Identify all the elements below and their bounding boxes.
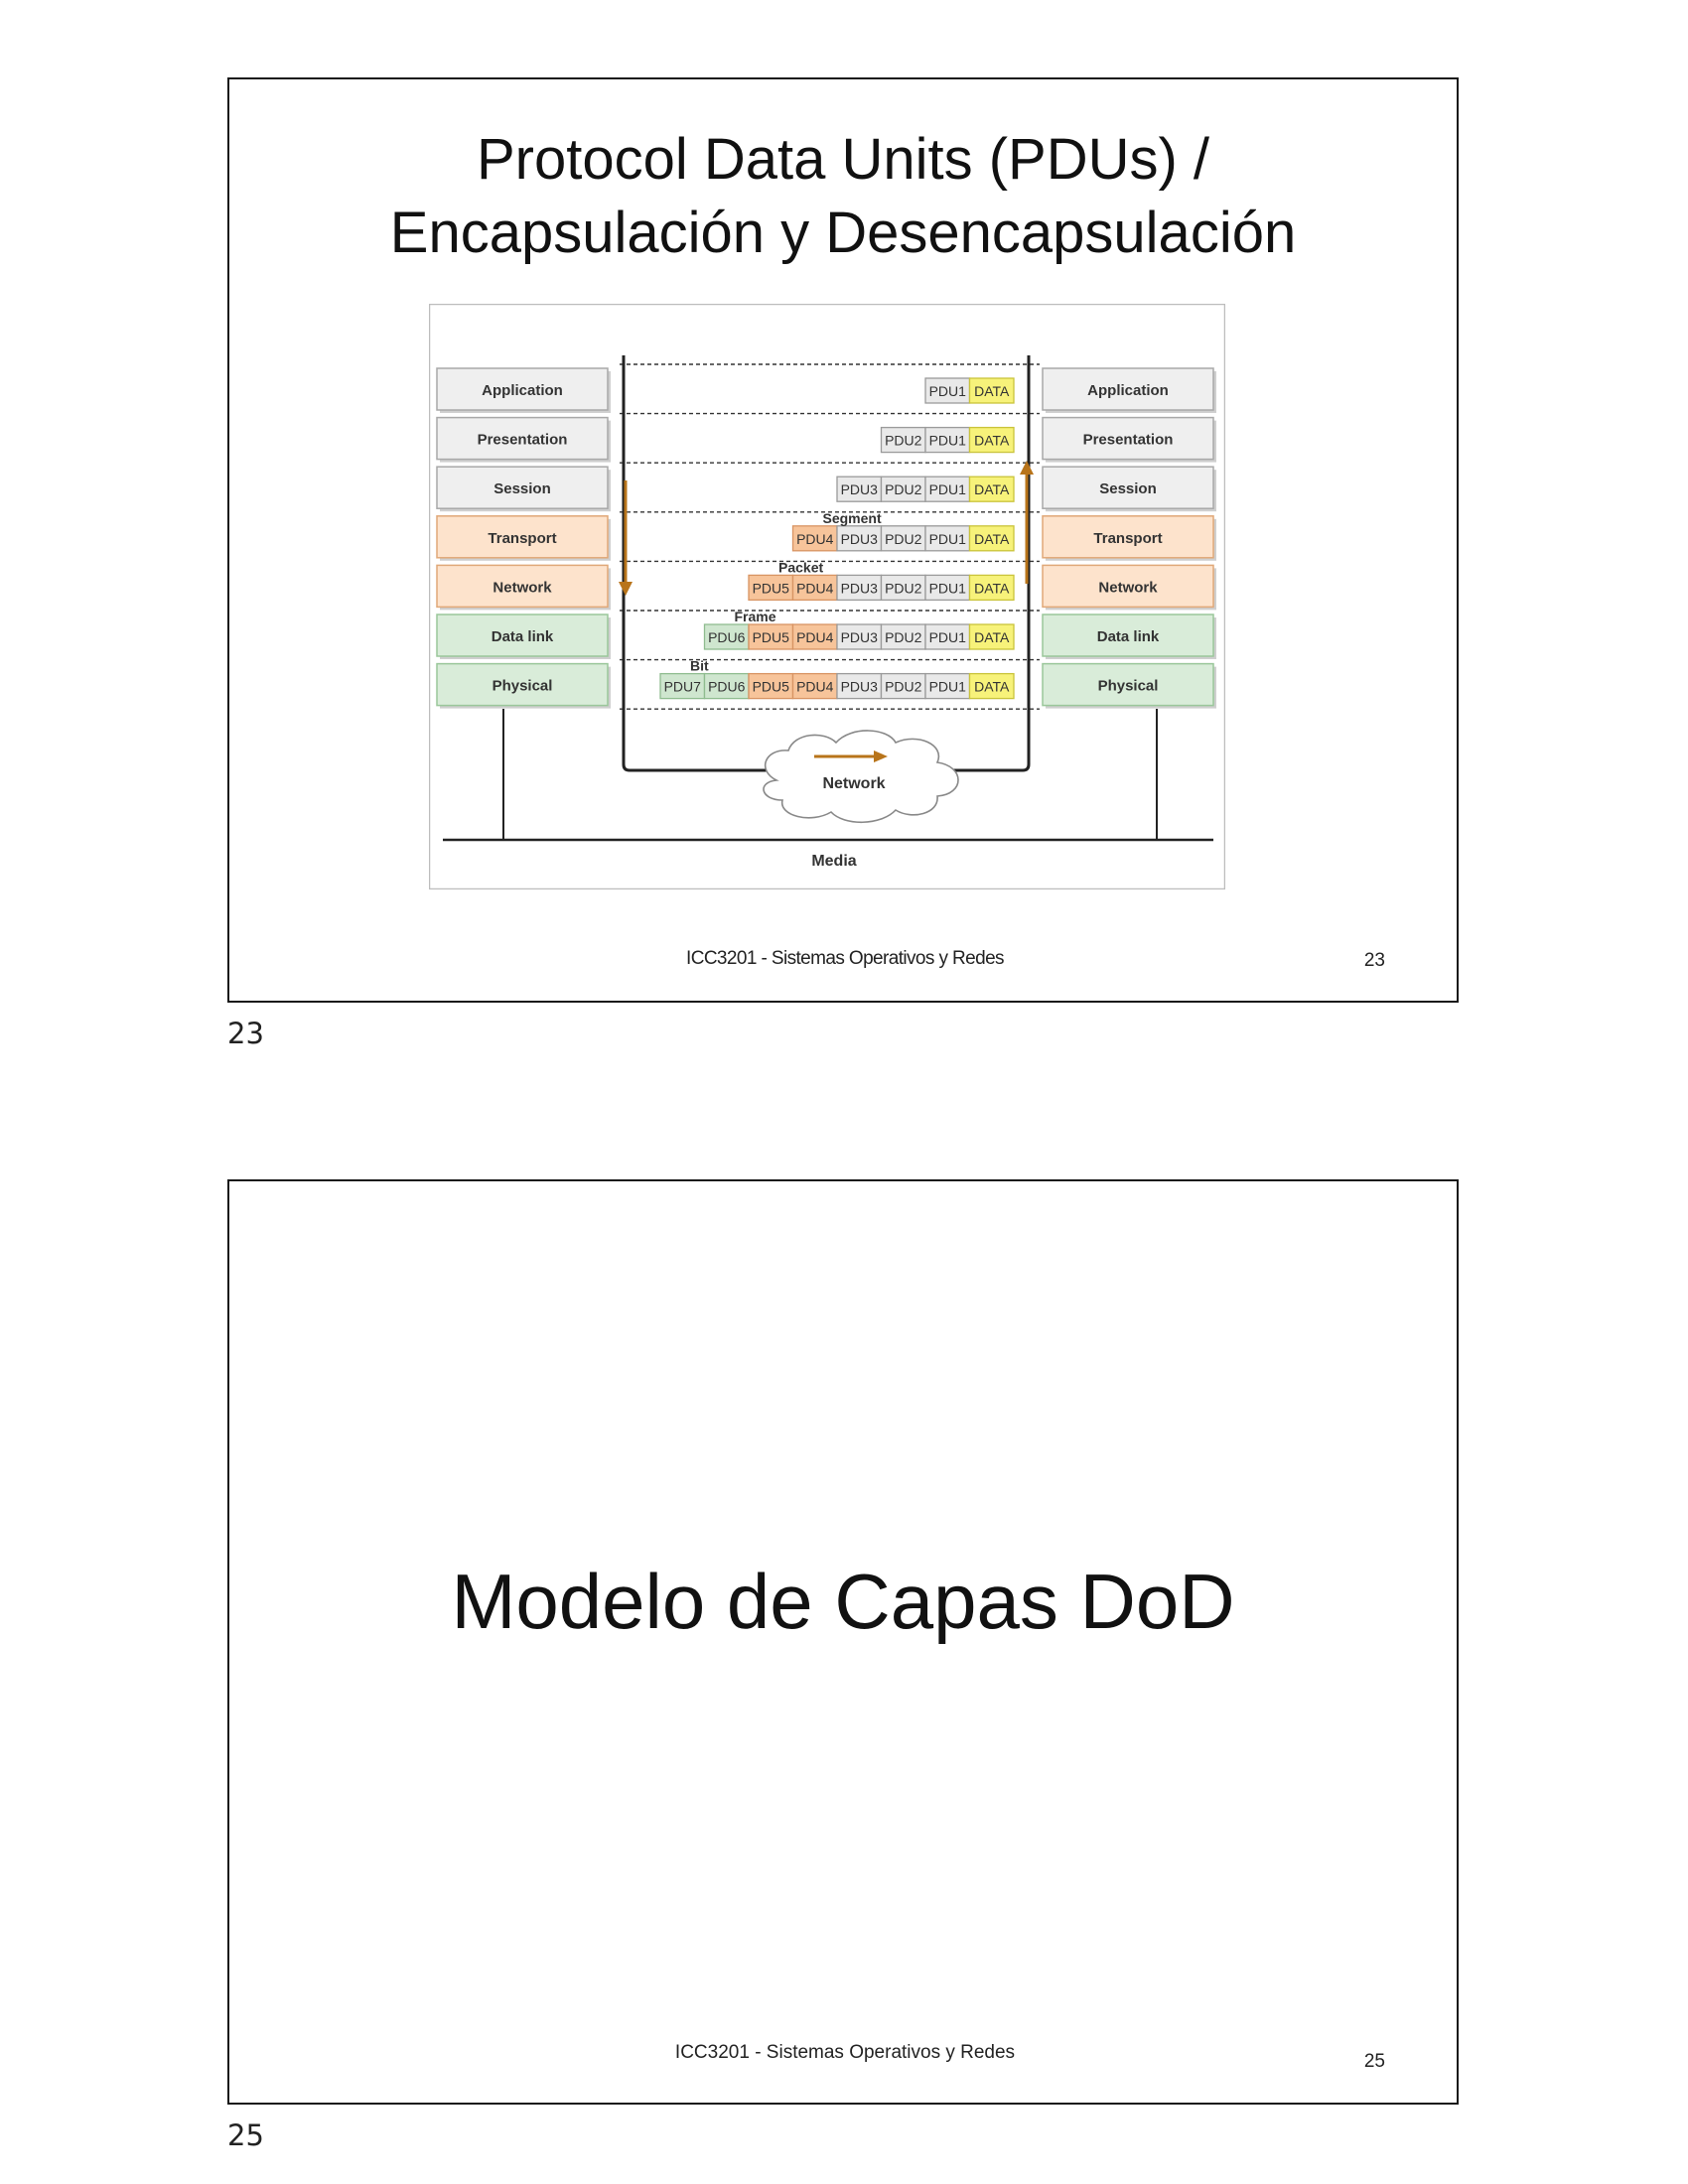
pdu-cell-label: PDU2 bbox=[885, 629, 922, 645]
pdu-cell-label: DATA bbox=[974, 530, 1010, 547]
pdu-cell-label: PDU1 bbox=[928, 432, 966, 449]
pdu-cell-label: PDU2 bbox=[885, 580, 922, 597]
pdu-cell-label: PDU3 bbox=[840, 678, 878, 695]
pdu-row-name: Packet bbox=[778, 559, 824, 576]
pdu-cell-label: DATA bbox=[974, 580, 1010, 597]
slide-title-line-2: Encapsulación y Desencapsulación bbox=[389, 201, 1297, 265]
pdu-cell-label: PDU4 bbox=[796, 530, 834, 547]
layer-label-left: Application bbox=[482, 382, 563, 399]
pdu-cell-label: PDU2 bbox=[885, 481, 922, 498]
media-label: Media bbox=[811, 853, 857, 870]
slide-title: Modelo de Capas DoD bbox=[451, 1558, 1235, 1645]
slide-footer: ICC3201 - Sistemas Operativos y Redes bbox=[686, 948, 1004, 969]
layer-label-right: Presentation bbox=[1082, 431, 1174, 449]
slide-23 bbox=[227, 77, 1459, 1003]
layer-label-left: Physical bbox=[492, 677, 553, 695]
slide-title-line-1: Protocol Data Units (PDUs) / bbox=[476, 127, 1210, 192]
pdu-row-name: Frame bbox=[734, 609, 776, 624]
pdu-row-name: Bit bbox=[690, 657, 709, 674]
network-label: Network bbox=[822, 775, 886, 792]
pdu-cell-label: DATA bbox=[974, 432, 1010, 449]
layer-label-right: Physical bbox=[1097, 677, 1159, 695]
pdu-row-name: Segment bbox=[822, 509, 882, 526]
layer-label-right: Transport bbox=[1093, 529, 1163, 547]
pdu-encapsulation-diagram bbox=[429, 304, 1225, 889]
layer-label-left: Network bbox=[492, 579, 552, 597]
slide-footer: ICC3201 - Sistemas Operativos y Redes bbox=[674, 2042, 1016, 2063]
pdu-cell-label: PDU1 bbox=[928, 481, 966, 498]
layer-label-right: Application bbox=[1087, 382, 1169, 399]
layer-label-left: Transport bbox=[488, 529, 557, 547]
pdu-cell-label: PDU2 bbox=[885, 678, 922, 695]
pdu-cell-label: DATA bbox=[974, 383, 1010, 399]
pdu-cell-label: PDU6 bbox=[708, 678, 746, 695]
pdu-cell-label: PDU5 bbox=[752, 629, 789, 645]
pdu-cell-label: PDU4 bbox=[796, 629, 834, 645]
layer-label-right: Session bbox=[1099, 480, 1157, 498]
slide-number: 23 bbox=[1363, 950, 1385, 971]
pdu-cell-label: PDU4 bbox=[796, 678, 834, 695]
pdu-cell-label: PDU1 bbox=[928, 580, 966, 597]
layer-label-left: Session bbox=[493, 480, 551, 498]
pdu-cell-label: PDU6 bbox=[708, 629, 746, 645]
slide-number: 25 bbox=[1363, 2051, 1385, 2072]
slide-25 bbox=[227, 1179, 1459, 2105]
pdu-cell-label: PDU3 bbox=[840, 530, 878, 547]
layer-label-right: Network bbox=[1098, 579, 1158, 597]
pdu-cell-label: PDU4 bbox=[796, 580, 834, 597]
pdu-cell-label: PDU5 bbox=[752, 580, 789, 597]
pdu-cell-label: PDU1 bbox=[928, 383, 966, 399]
pdu-cell-label: PDU1 bbox=[928, 629, 966, 645]
pdu-cell-label: PDU3 bbox=[840, 629, 878, 645]
pdu-cell-label: PDU5 bbox=[752, 678, 789, 695]
page-number: 25 bbox=[227, 2118, 264, 2152]
pdu-cell-label: PDU2 bbox=[885, 432, 922, 449]
pdu-cell-label: PDU1 bbox=[928, 678, 966, 695]
pdu-cell-label: DATA bbox=[974, 481, 1010, 498]
pdu-cell-label: PDU7 bbox=[663, 678, 701, 695]
layer-label-right: Data link bbox=[1096, 628, 1160, 645]
pdu-cell-label: PDU2 bbox=[885, 530, 922, 547]
layer-label-left: Data link bbox=[491, 628, 554, 645]
slide-title bbox=[229, 123, 1457, 270]
pdu-cell-label: PDU3 bbox=[840, 481, 878, 498]
pdu-cell-label: DATA bbox=[974, 629, 1010, 645]
pdu-cell-label: PDU3 bbox=[840, 580, 878, 597]
pdu-cell-label: DATA bbox=[974, 678, 1010, 695]
page-number: 23 bbox=[227, 1017, 264, 1050]
layer-label-left: Presentation bbox=[477, 431, 568, 449]
pdu-cell-label: PDU1 bbox=[928, 530, 966, 547]
